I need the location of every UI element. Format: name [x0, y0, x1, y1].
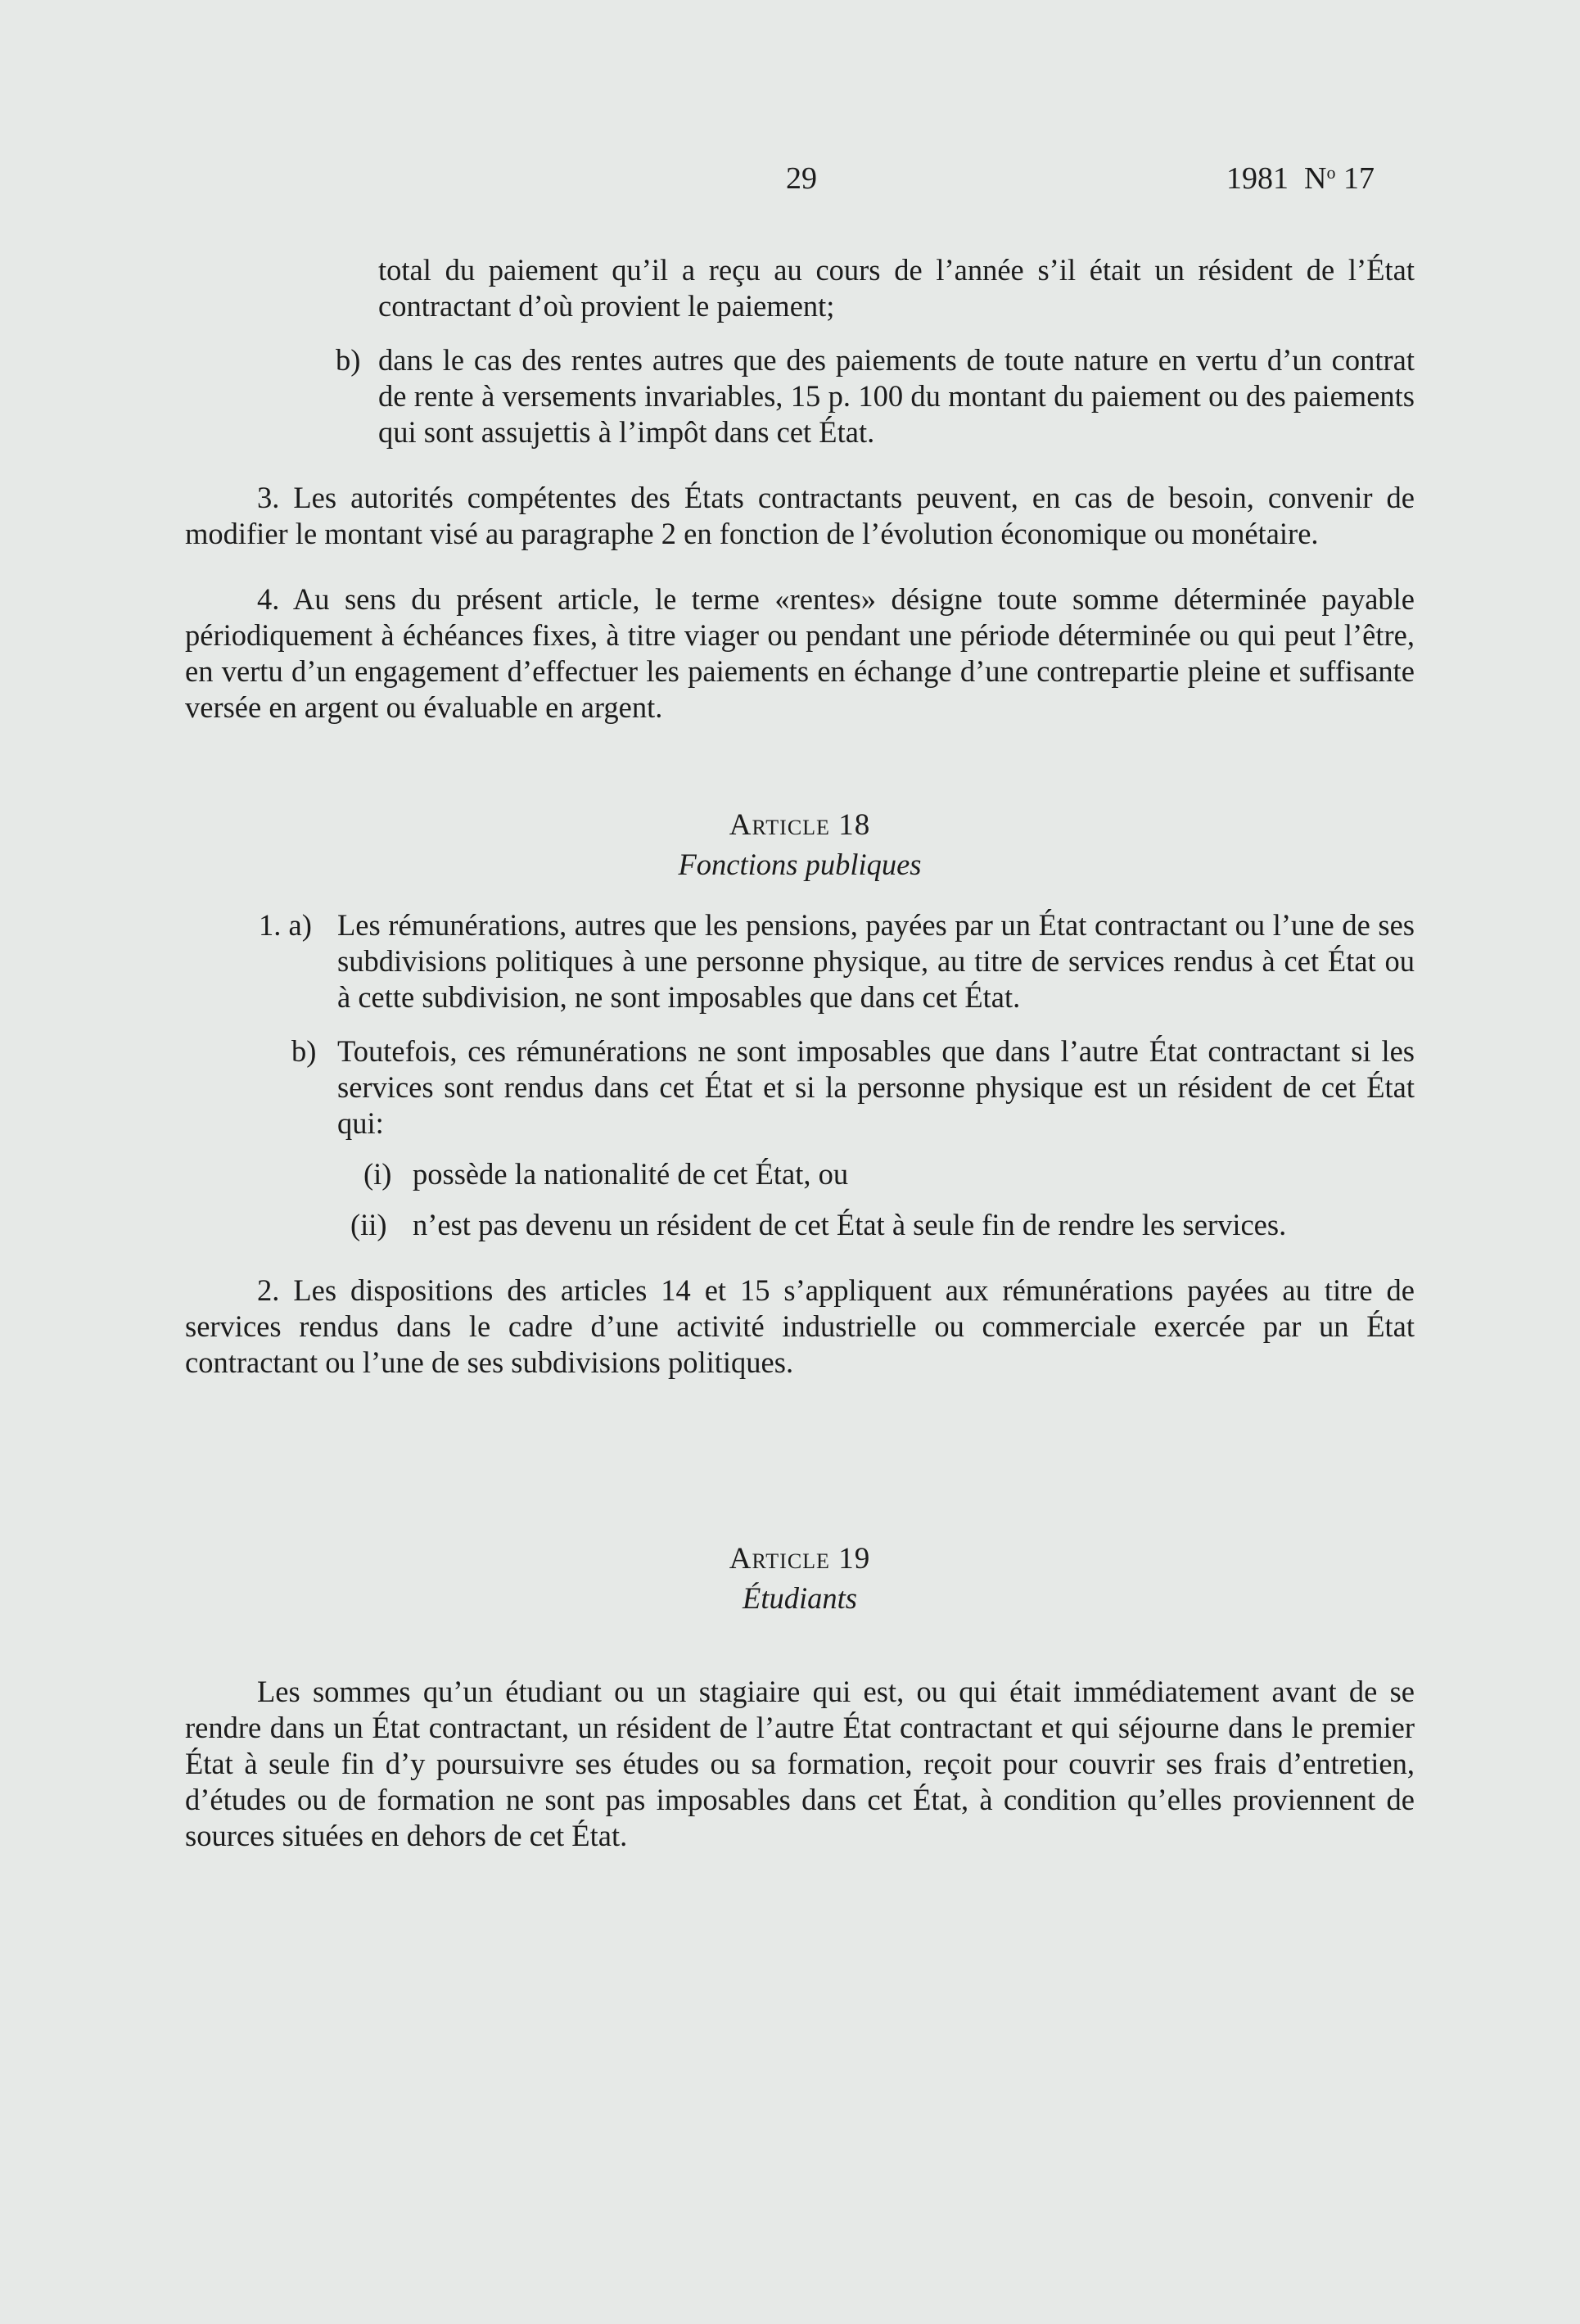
number-label: N [1304, 161, 1327, 196]
number-value: 17 [1343, 161, 1375, 196]
article-18-subitem-ii [185, 1207, 1415, 1243]
paragraph-1a-label: 1. a) [259, 908, 312, 942]
document-body [185, 252, 1415, 1854]
subitem-ii-text: n’est pas devenu un résident de cet État à seule fin de rendre les services. [413, 1208, 1287, 1241]
article-18-heading: Article 18 [729, 808, 871, 842]
item-b-label: b) [336, 343, 361, 377]
subitem-ii-label: (ii) [350, 1208, 387, 1241]
article-19-heading: Article 19 [729, 1542, 871, 1576]
paragraph-4: 4. Au sens du présent article, le terme «rentes» désigne toute somme déterminée payable périodiquement à échéances fixes, à titre viager ou pendant une période déterminée ou qui peut l’être, en vertu d’un engagement d’effectuer les paiements en échange d’une contrepartie pleine et suffisante versée en argent ou évaluable en argent. [185, 582, 1415, 724]
article-18-subheading: Fonctions publiques [678, 848, 922, 881]
article-18-paragraph-2: 2. Les dispositions des articles 14 et 15 s’appliquent aux rémunérations payées au titre de services rendus dans le cadre d’une activité industrielle ou commerciale exercée par un État contractant ou l’une de ses subdivisions politiques. [185, 1273, 1415, 1379]
paragraph-1b-text: Toutefois, ces rémunérations ne sont imposables que dans l’autre État contractant si les services sont rendus dans cet État et si la personne physique est un résident de cet État qui: [337, 1034, 1415, 1140]
paragraph-1b-label: b) [291, 1034, 317, 1068]
item-b-text: dans le cas des rentes autres que des paiements de toute nature en vertu d’un contrat de rente à versements invariables, 15 p. 100 du montant du paiement ou des paiements qui sont assujettis à l’impôt dans cet État. [378, 343, 1415, 449]
paragraph-1a-text: Les rémunérations, autres que les pensions, payées par un État contractant ou l’une de ses subdivisions politiques à une personne physique, au titre de services rendus à cet État ou à cette subdivision, ne sont imposables que dans cet État. [337, 908, 1415, 1014]
page-header [0, 161, 1580, 201]
subitem-i-label: (i) [363, 1157, 392, 1191]
article-18-paragraph-1b [185, 1033, 1415, 1142]
number-superscript: o [1326, 162, 1336, 183]
item-a-continuation: total du paiement qu’il a reçu au cours de l’année s’il était un résident de l’État contractant d’où provient le paiement; [378, 253, 1415, 323]
article-19-paragraph: Les sommes qu’un étudiant ou un stagiaire qui est, ou qui était immédiatement avant de se rendre dans un État contractant, un résident de l’autre État contractant et qui séjourne dans le premier État à seule fin d’y poursuivre ses études ou sa formation, reçoit pour couvrir ses frais d’entretien, d’études ou de formation ne sont pas imposables dans cet État, à condition qu’elles proviennent de sources situées en dehors de cet État. [185, 1675, 1415, 1852]
year: 1981 [1226, 161, 1289, 196]
item-b [185, 342, 1415, 450]
publication-reference [1226, 161, 1375, 197]
article-19-subheading: Étudiants [743, 1581, 857, 1615]
page-number: 29 [786, 161, 817, 196]
article-18-paragraph-1a [185, 907, 1415, 1015]
subitem-i-text: possède la nationalité de cet État, ou [413, 1157, 849, 1191]
paragraph-3: 3. Les autorités compétentes des États contractants peuvent, en cas de besoin, convenir de modifier le montant visé au paragraphe 2 en fonction de l’évolution économique ou monétaire. [185, 481, 1415, 550]
article-18-subitem-i [185, 1156, 1415, 1192]
